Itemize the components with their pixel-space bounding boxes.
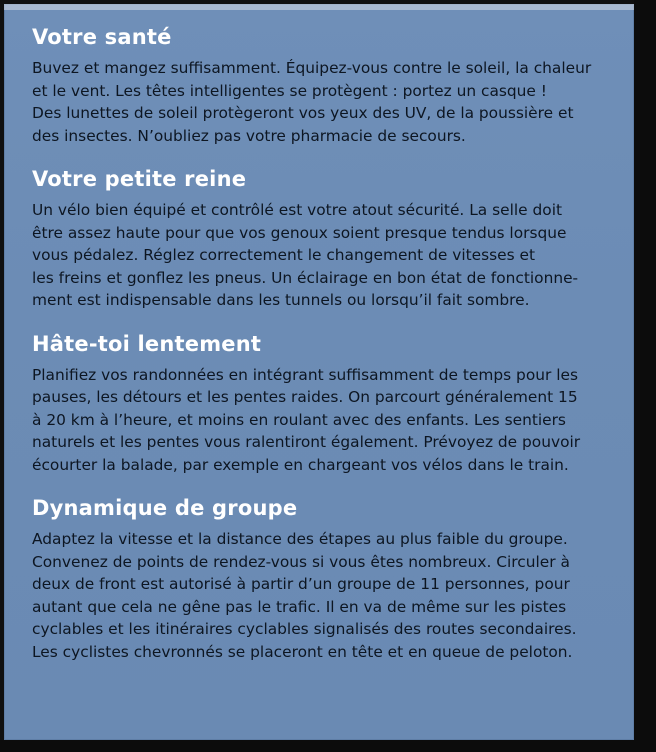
paragraph-line: écourter la balade, par exemple en chargeant vos vélos dans le train. (32, 455, 569, 474)
scan-border-bottom (0, 740, 656, 752)
paragraph-line: Les cyclistes chevronnés se placeront en tête et en queue de peloton. (32, 642, 573, 661)
section-paragraph (32, 364, 624, 477)
scan-border-right (634, 0, 656, 752)
paragraph-line: Buvez et mangez suffisamment. Équipez-vous contre le soleil, la chaleur (32, 59, 592, 77)
section-paragraph (32, 528, 624, 663)
section-heading: Dynamique de groupe (32, 496, 298, 520)
section-paragraph (32, 57, 624, 147)
paragraph-line: Planifiez vos randonnées en intégrant suffisamment de temps pour les (32, 365, 578, 384)
paragraph-line: et le vent. Les têtes intelligentes se protègent : portez un casque ! (32, 81, 547, 100)
paragraph-line: autant que cela ne gêne pas le trafic. Il en va de même sur les pistes (32, 597, 567, 616)
paragraph-line: vous pédalez. Réglez correctement le changement de vitesses et (32, 246, 536, 264)
paragraph-line: à 20 km à l’heure, et moins en roulant avec des enfants. Les sentiers (32, 410, 566, 429)
section-votre-sante (32, 24, 624, 147)
section-hate-toi-lentement (32, 331, 624, 477)
paragraph-line: Adaptez la vitesse et la distance des étapes au plus faible du groupe. (32, 530, 568, 548)
paragraph-line: être assez haute pour que vos genoux soient presque tendus lorsque (32, 223, 567, 242)
paragraph-line: les freins et gonflez les pneus. Un éclairage en bon état de fonctionne- (32, 268, 579, 287)
section-paragraph (32, 199, 624, 312)
section-heading: Votre petite reine (32, 167, 247, 191)
paragraph-line: Convenez de points de rendez-vous si vous êtes nombreux. Circuler à (32, 552, 570, 571)
leaflet-page (4, 4, 634, 740)
paragraph-line: naturels et les pentes vous ralentiront également. Prévoyez de pouvoir (32, 433, 581, 451)
paragraph-line: Un vélo bien équipé et contrôlé est votre atout sécurité. La selle doit (32, 201, 563, 219)
section-heading: Hâte-toi lentement (32, 331, 262, 356)
paragraph-line: ment est indispensable dans les tunnels ou lorsqu’il fait sombre. (32, 291, 530, 309)
section-dynamique-de-groupe (32, 495, 624, 663)
section-heading: Votre santé (32, 25, 172, 49)
paragraph-line: deux de front est autorisé à partir d’un groupe de 11 personnes, pour (32, 575, 570, 593)
paragraph-line: Des lunettes de soleil protègeront vos yeux des UV, de la poussière et (32, 104, 574, 122)
paragraph-line: des insectes. N’oubliez pas votre pharmacie de secours. (32, 126, 466, 145)
paragraph-line: pauses, les détours et les pentes raides. On parcourt généralement 15 (32, 388, 578, 406)
paragraph-line: cyclables et les itinéraires cyclables signalisés des routes secondaires. (32, 620, 577, 638)
section-votre-petite-reine (32, 166, 624, 312)
